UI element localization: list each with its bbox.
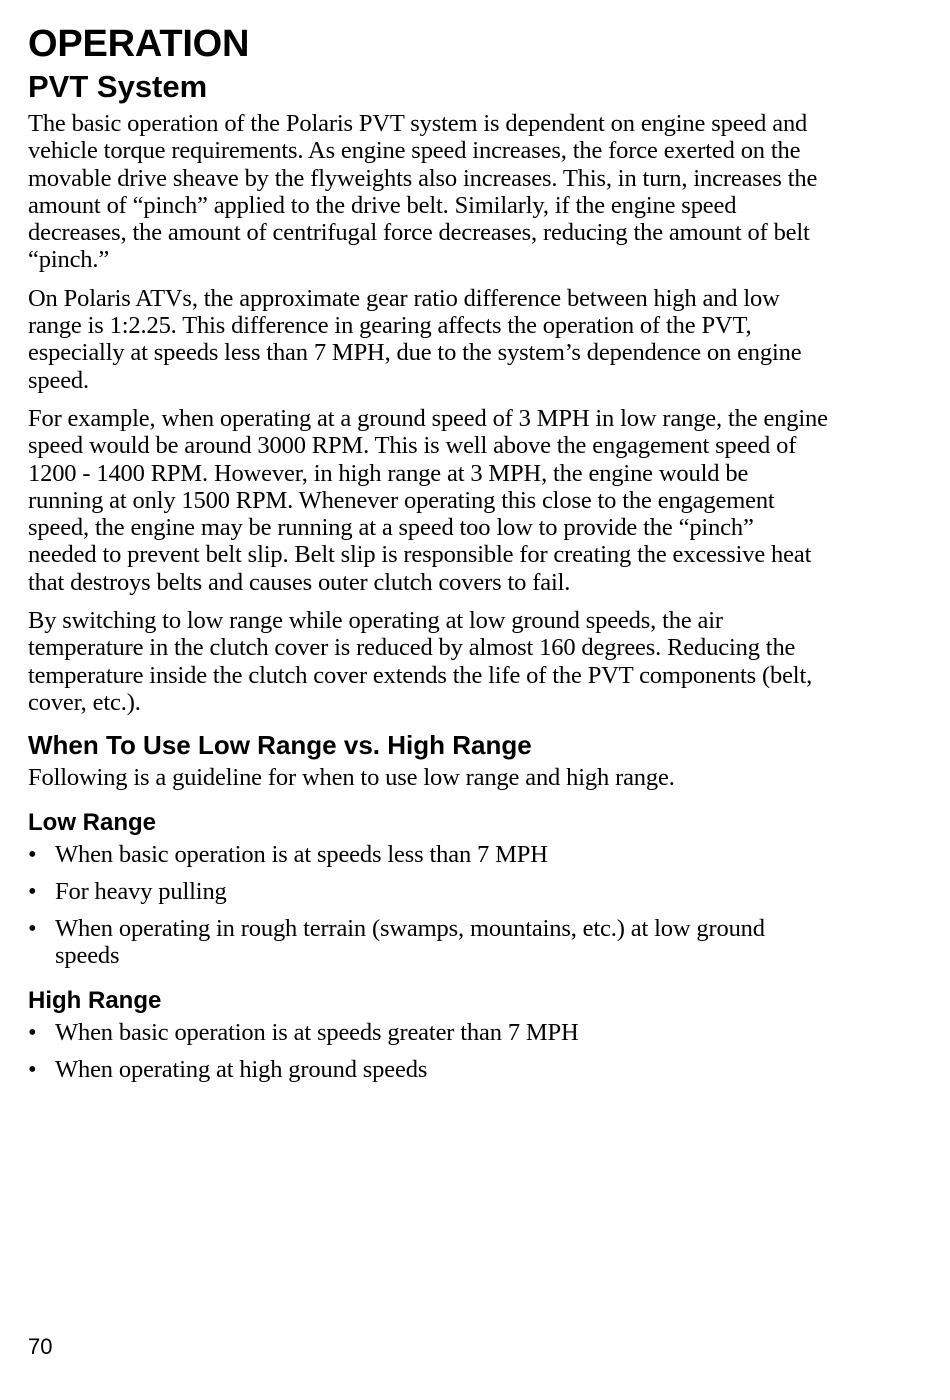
list-item-text: When basic operation is at speeds less than 7 MPH	[55, 840, 548, 868]
low-range-list	[28, 841, 828, 970]
paragraph-gear-ratio: On Polaris ATVs, the approximate gear ratio difference between high and low range is 1:2.25. This difference in gearing affects the operation of the PVT, especially at speeds less than 7 MPH, due to the system’s dependence on engine speed.	[28, 284, 802, 394]
bullet-glyph: •	[28, 915, 37, 943]
list-item-text: When operating at high ground speeds	[55, 1056, 428, 1084]
bullet-glyph: •	[28, 877, 37, 905]
manual-page	[28, 22, 828, 1093]
bullet-glyph: •	[28, 1018, 37, 1046]
high-range-title: High Range	[28, 986, 162, 1014]
bullet-glyph: •	[28, 1056, 37, 1084]
list-item-text: For heavy pulling	[55, 877, 227, 905]
range-section-title: When To Use Low Range vs. High Range	[28, 730, 532, 761]
low-range-title: Low Range	[28, 808, 157, 836]
paragraph-example: For example, when operating at a ground speed of 3 MPH in low range, the engine speed would be around 3000 RPM. This is well above the engagement speed of 1200 - 1400 RPM. However, in high range at 3 MPH, the engine would be running at only 1500 RPM. Whenever operating this close to the engagement speed, the engine may be running at a speed too low to provide the “pinch” needed to prevent belt slip. Belt slip is responsible for creating the excessive heat that destroys belts and causes outer clutch covers to fail.	[28, 404, 828, 596]
topic-title: PVT System	[28, 69, 208, 104]
list-item	[28, 1056, 828, 1083]
list-item	[28, 915, 828, 970]
list-item-text: When operating in rough terrain (swamps, mountains, etc.) at low ground speeds	[55, 915, 765, 970]
range-section-intro: Following is a guideline for when to use low range and high range.	[28, 764, 675, 792]
list-item-text: When basic operation is at speeds greater than 7 MPH	[55, 1018, 579, 1046]
page-number: 70	[28, 1334, 53, 1359]
list-item	[28, 878, 828, 905]
section-title: OPERATION	[28, 23, 250, 65]
paragraph-pvt-basics: The basic operation of the Polaris PVT system is dependent on engine speed and vehicle torque requirements. As engine speed increases, the force exerted on the movable drive sheave by the flyweights also increases. This, in turn, increases the amount of “pinch” applied to the drive belt. Similarly, if the engine speed decreases, the amount of centrifugal force decreases, reducing the amount of belt “pinch.”	[28, 110, 818, 274]
list-item	[28, 841, 828, 868]
high-range-list	[28, 1019, 828, 1084]
paragraph-low-range-benefit: By switching to low range while operating at low ground speeds, the air temperature in the clutch cover is reduced by almost 160 degrees. Reducing the temperature inside the clutch cover extends the life of the PVT components (belt, cover, etc.).	[28, 607, 813, 716]
list-item	[28, 1019, 828, 1046]
bullet-glyph: •	[28, 840, 37, 868]
